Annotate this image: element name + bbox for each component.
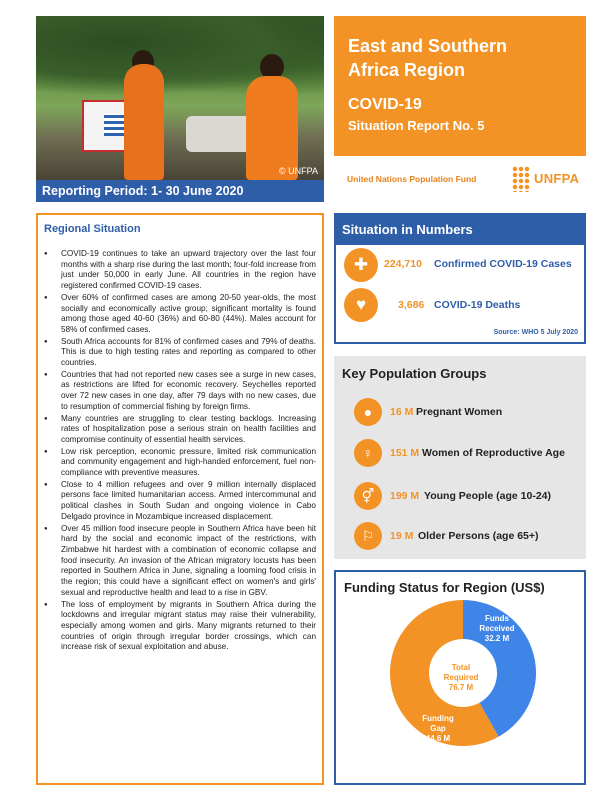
- elderly-person-icon: ⚐: [354, 522, 382, 550]
- report-subtitle: Situation Report No. 5: [348, 118, 485, 133]
- received-value: 32.2 M: [484, 634, 510, 643]
- group-label: Pregnant Women: [416, 406, 503, 418]
- group-value: 151 M: [390, 447, 420, 459]
- group-value: 19 M: [390, 530, 414, 542]
- received-label: Funds Received: [479, 614, 515, 633]
- deaths-label: COVID-19 Deaths: [434, 299, 521, 311]
- group-label: Women of Reproductive Age: [422, 447, 565, 459]
- unfpa-logo-text: UNFPA: [534, 171, 580, 186]
- group-row: [354, 482, 586, 512]
- list-item: ● Over 45 million food insecure people in Southern Africa have been hit hard by the social and economic impact of the restrictions, with Zimbabwe hit hardest with a combination of economic collapse and food insecurity. An invasion of the African migratory locusts has been reported in Southern Africa in June, signaling a looming food crisis in the region; this could have a significant effect on women's and girls' sexual and reproductive health and lead to a rise in GBV.: [44, 524, 316, 599]
- report-title: COVID-19: [348, 96, 422, 113]
- list-item: ● The loss of employment by migrants in Southern Africa during the lockdowns and irregular migrant status may raise their vulnerability, especially among women and girls. Many migrants returned to their countries of origin through irregular border crossings, which can increase risk of sexual exploitation and abuse.: [44, 600, 316, 654]
- list-item: ● Countries that had not reported new cases see a surge in new cases, as restrictions are lifted for economic recovery. Seychelles reported over 72 new cases in one day, after 79 days with no new cases, due to resumption of commercial fishing by foreign firms.: [44, 370, 316, 413]
- reporting-period: Reporting Period: 1- 30 June 2020: [36, 180, 324, 202]
- unfpa-logo: [512, 164, 580, 194]
- gap-label: Funding Gap: [422, 714, 454, 733]
- title-box: [334, 16, 586, 156]
- group-row: [354, 522, 586, 552]
- photo-credit: © UNFPA: [279, 166, 318, 176]
- group-value: 16 M: [390, 406, 414, 418]
- unfpa-logo-dots: [512, 166, 530, 192]
- medical-kit-icon: ✚: [344, 248, 378, 282]
- woman-icon: ♀: [354, 439, 382, 467]
- regional-list: [44, 249, 316, 653]
- photo-person: [124, 64, 164, 180]
- group-row: [354, 398, 586, 428]
- gap-label-block: [416, 714, 460, 744]
- cover-photo: [36, 16, 324, 180]
- region-title-line2: Africa Region: [348, 60, 466, 80]
- received-label-block: [474, 614, 520, 644]
- regional-heading: Regional Situation: [44, 223, 141, 235]
- key-population-panel: [334, 356, 586, 559]
- total-value: 76.7 M: [448, 683, 474, 692]
- funding-panel: [334, 570, 586, 785]
- situation-content: [336, 245, 584, 342]
- regional-situation-panel: [36, 213, 324, 785]
- list-item: ● Close to 4 million refugees and over 9 million internally displaced persons face limited humanitarian access. Armed intercommunal and political clashes in South Sudan and ongoing violence in Cabo Delgado province in Mozambique increased displacement.: [44, 480, 316, 523]
- group-value: 199 M: [390, 490, 420, 502]
- list-item: ● Low risk perception, economic pressure, limited risk communication and community engagement and high-handed enforcement, fuel non-compliance with preventive measures.: [44, 447, 316, 479]
- heartbeat-icon: ♥: [344, 288, 378, 322]
- region-title-line1: East and Southern: [348, 36, 508, 56]
- cases-value: 224,710: [384, 258, 422, 270]
- source-note: Source: WHO 5 July 2020: [493, 329, 578, 336]
- list-item: ● Over 60% of confirmed cases are among 20-50 year-olds, the most socially and economically active group; significant mortality is found among those aged 40-60 (36%) and 60-80 (44%). Males account for 58% of confirmed cases.: [44, 293, 316, 336]
- total-label: Total Required: [443, 663, 479, 682]
- group-row: [354, 439, 586, 469]
- total-label-block: [436, 663, 486, 693]
- key-groups-heading: Key Population Groups: [342, 366, 487, 381]
- list-item: ● South Africa accounts for 81% of confirmed cases and 79% of deaths. This is due to high testing rates and reporting as compared to other countries.: [44, 337, 316, 369]
- group-label: Older Persons (age 65+): [418, 530, 539, 542]
- pregnant-woman-icon: ●: [354, 398, 382, 426]
- cases-label: Confirmed COVID-19 Cases: [434, 258, 572, 270]
- situation-panel: [334, 213, 586, 344]
- funding-heading: Funding Status for Region (US$): [344, 580, 545, 595]
- list-item: ● COVID-19 continues to take an upward trajectory over the last four months with a sharp rise during the last month; four-fold increase from just under 50,000 in early June. All countries in the region have registered confirmed COVID-19 cases.: [44, 249, 316, 292]
- group-label: Young People (age 10-24): [424, 490, 551, 502]
- deaths-value: 3,686: [398, 299, 425, 311]
- photo-person: [246, 76, 298, 180]
- gap-value: 44.6 M: [425, 734, 451, 743]
- org-name: United Nations Population Fund: [347, 174, 477, 184]
- gender-symbol-icon: ⚥: [354, 482, 382, 510]
- situation-heading: Situation in Numbers: [342, 222, 473, 237]
- list-item: ● Many countries are struggling to clear testing backlogs. Increasing rates of hospitalization pose a serious strain on health facilities and compromise continuity of essential health services.: [44, 414, 316, 446]
